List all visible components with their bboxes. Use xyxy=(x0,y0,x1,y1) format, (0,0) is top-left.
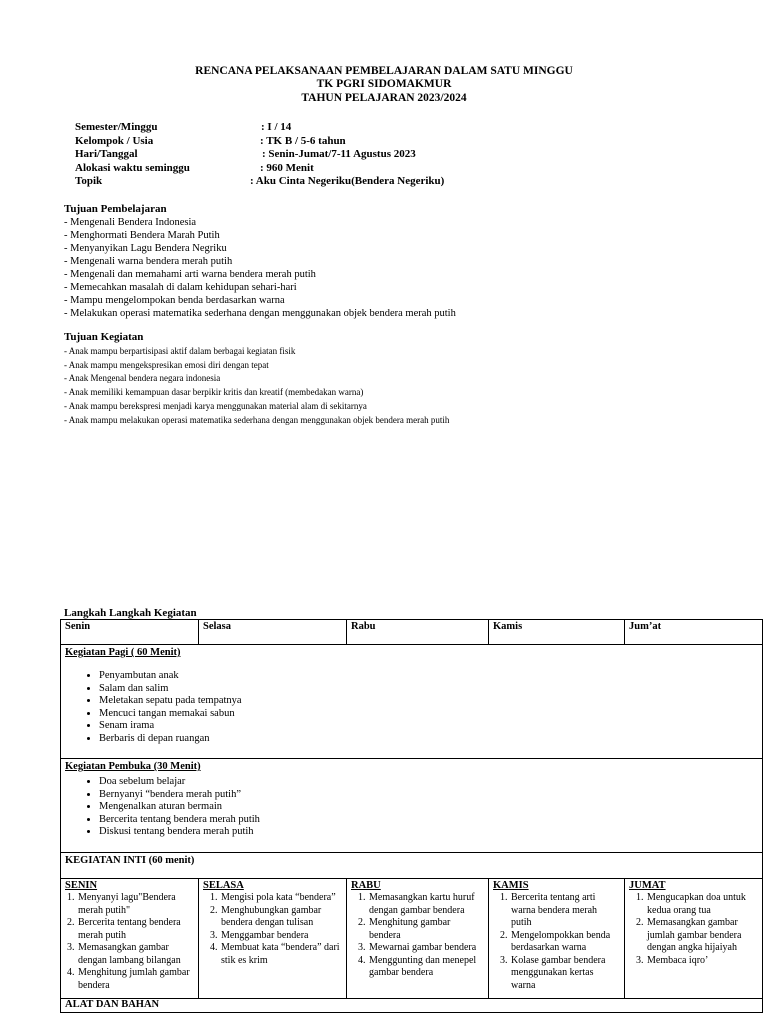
list-item: 3. Memasangkan gambar dengan lambang bilangan xyxy=(77,942,194,967)
day-header: Selasa xyxy=(199,620,347,645)
inti-day-head: KAMIS xyxy=(493,880,529,891)
list-item: - Anak Mengenal bendera negara indonesia xyxy=(64,373,221,384)
info-value: : Aku Cinta Negeriku(Bendera Negeriku) xyxy=(250,175,445,187)
list-item: - Mengenali warna bendera merah putih xyxy=(64,256,233,267)
kegiatan-pagi-list xyxy=(65,670,758,745)
list-item: • Doa sebelum belajar xyxy=(99,776,758,789)
day-header: Jum’at xyxy=(625,620,763,645)
list-item: • Senam irama xyxy=(99,720,758,733)
list-item: - Mengenali dan memahami arti warna bendera merah putih xyxy=(64,269,316,280)
info-value: : 960 Menit xyxy=(260,161,314,174)
list-item: - Mengenali Bendera Indonesia xyxy=(64,217,197,228)
school-year: TAHUN PELAJARAN 2023/2024 xyxy=(301,92,467,104)
list-item: 2. Mengelompokkan benda berdasarkan warna xyxy=(510,930,620,955)
alat-bahan-row xyxy=(61,999,763,1013)
list-item: • Salam dan salim xyxy=(99,683,758,696)
list-item: - Menyanyikan Lagu Bendera Negriku xyxy=(64,243,227,254)
tujuan-kegiatan-list xyxy=(64,345,449,427)
inti-jumat-list xyxy=(629,892,758,967)
list-item: - Memecahkan masalah di dalam kehidupan sehari-hari xyxy=(64,282,297,293)
list-item: • Bercerita tentang bendera merah putih xyxy=(99,814,758,827)
kegiatan-inti-title: KEGIATAN INTI (60 menit) xyxy=(61,853,763,879)
inti-kamis-cell xyxy=(489,879,625,999)
info-value: : I / 14 xyxy=(261,121,292,133)
doc-title: RENCANA PELAKSANAAN PEMBELAJARAN DALAM SATU MINGGU xyxy=(195,65,573,77)
inti-jumat-cell xyxy=(625,879,763,999)
inti-senin-cell xyxy=(61,879,199,999)
alat-bahan-title: ALAT DAN BAHAN xyxy=(61,999,763,1013)
list-item: 2. Memasangkan gambar jumlah gambar bendera dengan angka hijaiyah xyxy=(646,917,758,955)
list-item: 2. Bercerita tentang bendera merah putih xyxy=(77,917,194,942)
kegiatan-inti-days-row xyxy=(61,879,763,999)
list-item: 3. Mewarnai gambar bendera xyxy=(368,942,484,955)
list-item: • Penyambutan anak xyxy=(99,670,758,683)
day-header-row xyxy=(61,620,763,645)
kegiatan-pembuka-row xyxy=(61,759,763,853)
list-item: - Melakukan operasi matematika sederhana dengan menggunakan objek bendera merah putih xyxy=(64,308,456,319)
list-item: 2. Menghitung gambar bendera xyxy=(368,917,484,942)
list-item: 4. Menghitung jumlah gambar bendera xyxy=(77,967,194,992)
list-item: 2. Menghubungkan gambar bendera dengan tulisan xyxy=(220,905,342,930)
list-item: • Berbaris di depan ruangan xyxy=(99,733,758,746)
langkah-title: Langkah Langkah Kegiatan xyxy=(64,607,197,619)
info-label: Alokasi waktu seminggu xyxy=(75,161,190,174)
inti-selasa-list xyxy=(203,892,342,967)
list-item: - Mampu mengelompokan benda berdasarkan warna xyxy=(64,295,285,306)
inti-day-head: SELASA xyxy=(203,880,244,891)
info-value: : Senin-Jumat/7-11 Agustus 2023 xyxy=(262,148,416,160)
list-item: 4. Menggunting dan menepel gambar bendera xyxy=(368,955,484,980)
list-item: 4. Membuat kata “bendera” dari stik es krim xyxy=(220,942,342,967)
day-header: Kamis xyxy=(489,620,625,645)
list-item: • Mencuci tangan memakai sabun xyxy=(99,708,758,721)
list-item: • Diskusi tentang bendera merah putih xyxy=(99,826,758,839)
inti-selasa-cell xyxy=(199,879,347,999)
day-header: Rabu xyxy=(347,620,489,645)
list-item: 3. Kolase gambar bendera menggunakan kertas warna xyxy=(510,955,620,993)
kegiatan-inti-row xyxy=(61,853,763,879)
inti-senin-list xyxy=(65,892,194,992)
list-item: - Anak mampu berekspresi menjadi karya menggunakan material alam di sekitarnya xyxy=(64,400,367,411)
info-label: Semester/Minggu xyxy=(75,121,158,133)
tujuan-pembelajaran-title: Tujuan Pembelajaran xyxy=(64,203,167,215)
inti-kamis-list xyxy=(493,892,620,992)
list-item: - Anak mampu melakukan operasi matematika sederhana dengan menggunakan objek bendera merah putih xyxy=(64,414,450,425)
list-item: - Anak mampu mengekspresikan emosi diri dengan tepat xyxy=(64,359,269,370)
inti-day-head: RABU xyxy=(351,880,381,891)
kegiatan-pagi-row xyxy=(61,645,763,759)
list-item: 1. Bercerita tentang arti warna bendera merah putih xyxy=(510,892,620,930)
list-item: 3. Membaca iqro’ xyxy=(646,955,758,968)
list-item: 3. Menggambar bendera xyxy=(220,930,342,943)
list-item: - Menghormati Bendera Marah Putih xyxy=(64,230,220,241)
activity-table xyxy=(60,619,763,1013)
inti-day-head: JUMAT xyxy=(629,880,666,891)
list-item: 1. Mengucapkan doa untuk kedua orang tua xyxy=(646,892,758,917)
list-item: • Mengenalkan aturan bermain xyxy=(99,801,758,814)
day-header: Senin xyxy=(61,620,199,645)
info-value: : TK B / 5-6 tahun xyxy=(260,134,346,147)
info-label: Topik xyxy=(75,175,103,187)
inti-day-head: SENIN xyxy=(65,880,98,891)
info-label: Kelompok / Usia xyxy=(75,134,154,147)
inti-rabu-list xyxy=(351,892,484,980)
kegiatan-pembuka-title: Kegiatan Pembuka (30 Menit) xyxy=(65,761,201,772)
inti-rabu-cell xyxy=(347,879,489,999)
list-item: - Anak memiliki kemampuan dasar berpikir kritis dan kreatif (membedakan warna) xyxy=(64,387,364,398)
tujuan-pembelajaran-list xyxy=(64,216,456,320)
school-name: TK PGRI SIDOMAKMUR xyxy=(316,78,452,90)
list-item: 1. Menyanyi lagu"Bendera merah putih" xyxy=(77,892,194,917)
kegiatan-pagi-title: Kegiatan Pagi ( 60 Menit) xyxy=(65,647,181,658)
tujuan-kegiatan-title: Tujuan Kegiatan xyxy=(64,331,144,343)
list-item: 1. Mengisi pola kata “bendera” xyxy=(220,892,342,905)
kegiatan-pembuka-list xyxy=(65,776,758,839)
info-label: Hari/Tanggal xyxy=(75,148,138,160)
list-item: - Anak mampu berpartisipasi aktif dalam berbagai kegiatan fisik xyxy=(64,346,296,356)
list-item: • Meletakan sepatu pada tempatnya xyxy=(99,695,758,708)
list-item: • Bernyanyi “bendera merah putih” xyxy=(99,789,758,802)
list-item: 1. Memasangkan kartu huruf dengan gambar bendera xyxy=(368,892,484,917)
